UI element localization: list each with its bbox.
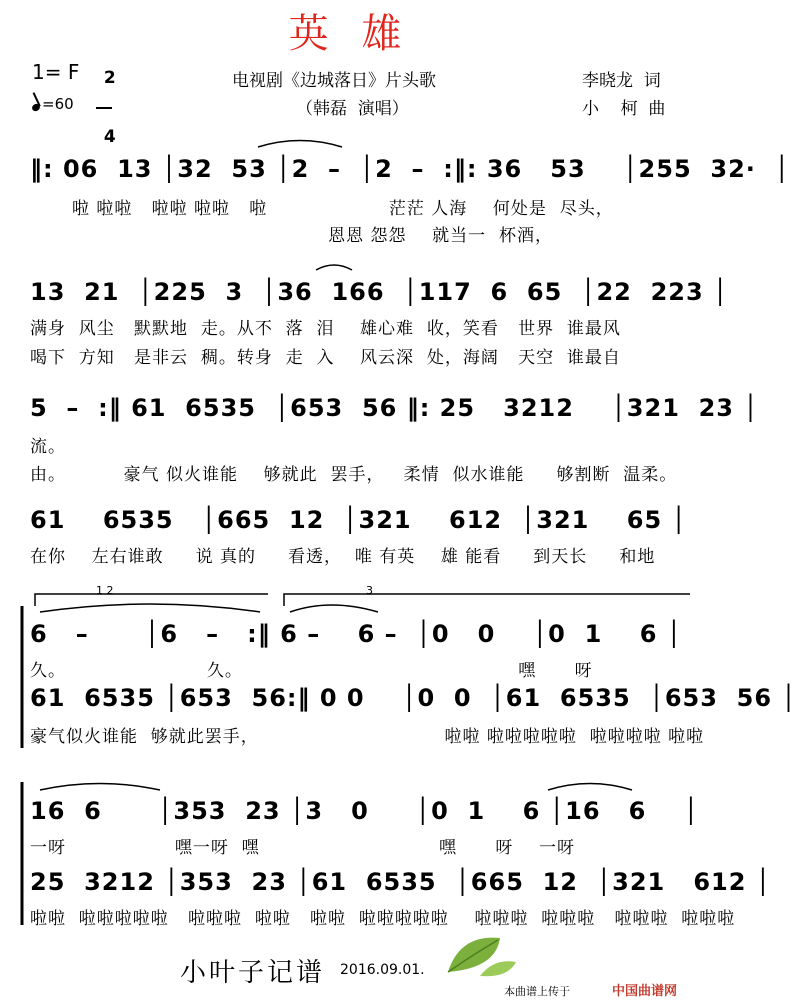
- time-numerator: 2: [103, 68, 116, 88]
- melody-line-5-bottom: 61 6535 │653 56:‖ 0 0 │0 0 │61 6535 │653 56 │: [30, 684, 797, 712]
- lyric-line-6-bottom: 啦啦 啦啦啦啦啦 啦啦啦 啦啦 啦啦 啦啦啦啦啦 啦啦啦 啦啦啦 啦啦啦 啦啦啦: [30, 909, 736, 929]
- lyric-line-3b: 由。 豪气 似火谁能 够就此 罢手， 柔情 似水谁能 够割断 温柔。: [30, 465, 678, 485]
- composer-credit: 小 柯 曲: [582, 99, 666, 119]
- lyric-line-5-bottom: 豪气似火谁能 够就此罢手， 啦啦 啦啦啦啦啦 啦啦啦啦 啦啦: [30, 727, 705, 747]
- melody-line-6-top: 16 6 │353 23 │3 0 │0 1 6 │16 6 │: [30, 797, 700, 825]
- key-signature: 1= F: [32, 60, 80, 84]
- lyric-line-3a: 流。: [30, 437, 66, 457]
- melody-line-3: 5 – :‖ 61 6535 │653 56 ‖: 25 3212 │321 23 │: [30, 394, 759, 422]
- tempo-value: =60: [42, 95, 74, 113]
- transcriber-signature: 小叶子记谱: [180, 958, 326, 988]
- slur-arc: [548, 784, 632, 791]
- lyric-line-4: 在你 左右谁敢 说 真的 看透， 唯 有英 雄 能看 到天长 和地: [30, 547, 656, 567]
- melody-line-2: 13 21 │225 3 │36 166 │117 6 65 │22 223 │: [30, 278, 729, 306]
- lyric-line-2a: 满身 风尘 默默地 走。从不 落 泪 雄心难 收，笑看 世界 谁最风: [30, 319, 621, 339]
- melody-line-5-top: 6 – │6 – :‖ 6 – 6 – │0 0 │0 1 6 │: [30, 620, 683, 648]
- slur-arc: [316, 265, 352, 270]
- lyric-line-2b: 喝下 方知 是非云 稠。转身 走 入 风云深 处，海阔 天空 谁最自: [30, 348, 621, 368]
- singer-credit: （韩磊 演唱）: [296, 99, 409, 119]
- lyric-line-5-top: 久。 久。 嘿 呀: [30, 661, 593, 681]
- melody-line-4: 61 6535 │665 12 │321 612 │321 65 │: [30, 506, 687, 534]
- slur-arc: [290, 605, 378, 612]
- leaf-icon: [440, 928, 520, 980]
- melody-line-1: ‖: 06 13 │32 53 │2 – │2 – :‖: 36 53 │255 32· │: [30, 155, 791, 183]
- lyricist-credit: 李晓龙 词: [582, 71, 661, 91]
- slur-arc: [40, 784, 160, 791]
- slur-arc: [40, 604, 260, 612]
- lyric-line-1b: 恩恩 怨怨 就当一 杯酒，: [72, 226, 553, 246]
- site-logo[interactable]: 中国曲谱网: [612, 984, 678, 999]
- song-title: 英 雄: [288, 11, 412, 57]
- melody-line-6-bottom: 25 3212 │353 23 │61 6535 │665 12 │321 612 │: [30, 868, 772, 896]
- time-denominator: 4: [103, 127, 116, 147]
- subtitle: 电视剧《边城落日》片头歌: [232, 71, 436, 91]
- lyric-line-6-top: 一呀 嘿一呀 嘿 嘿 呀 一呀: [30, 838, 576, 858]
- upload-note: 本曲谱上传于: [504, 985, 570, 998]
- lyric-line-1a: 啦 啦啦 啦啦 啦啦 啦 茫茫 人海 何处是 尽头，: [72, 199, 614, 219]
- volta-1-2-label: 1 2: [96, 584, 114, 597]
- tie-arc: [258, 141, 342, 148]
- transcription-date: 2016.09.01.: [340, 962, 425, 978]
- volta-bracket-3: [284, 594, 690, 606]
- volta-3-label: 3: [366, 584, 373, 597]
